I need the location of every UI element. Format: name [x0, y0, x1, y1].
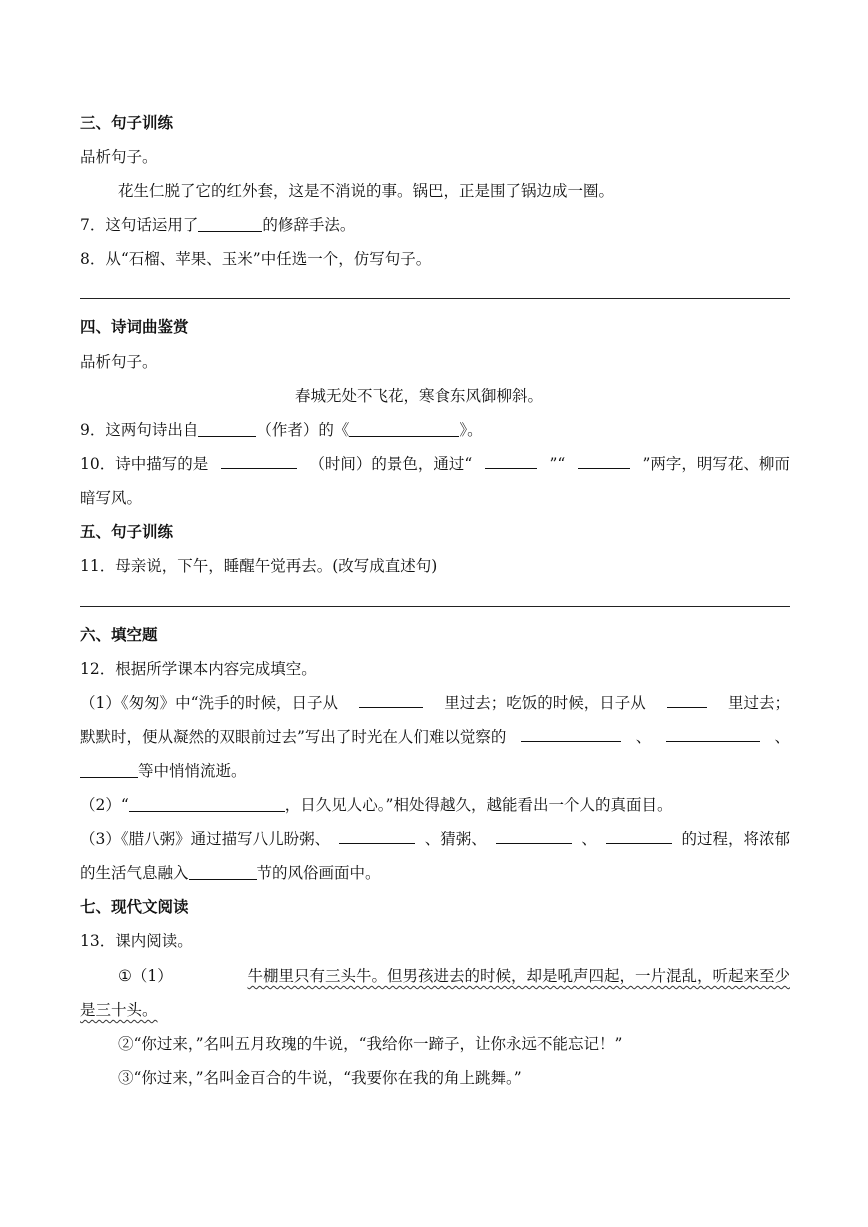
part-3-text: 的过程，将浓郁 — [681, 830, 790, 848]
underlined-sentence: 牛棚里只有三头牛。但男孩进去的时候，却是吼声四起，一片混乱，听起来至少 — [247, 967, 790, 985]
question-12-part-3 — [80, 828, 790, 850]
part-1-text: 默默时，便从凝然的双眼前过去”写出了时光在人们难以觉察的 — [80, 728, 507, 746]
question-9-text: 》。 — [459, 421, 483, 439]
answer-blank[interactable] — [496, 828, 572, 844]
part-3-text: 的生活气息融入 — [80, 864, 189, 882]
question-12-part-1 — [80, 692, 790, 714]
answer-blank[interactable] — [198, 216, 262, 232]
answer-blank[interactable] — [349, 421, 459, 437]
part-3-text: 节的风俗画面中。 — [256, 864, 381, 882]
reading-paragraph-2: ②“你过来，”名叫五月玫瑰的牛说，“我给你一蹄子，让你永远不能忘记！” — [118, 1035, 623, 1053]
question-9 — [80, 419, 483, 441]
part-1-text: 、 — [635, 728, 652, 746]
answer-line[interactable] — [80, 298, 790, 299]
part-3-text: 、猜粥、 — [424, 830, 487, 848]
paragraph-marker: ①（1） — [118, 967, 173, 985]
answer-blank[interactable] — [578, 453, 630, 469]
part-3-text: （3）《腊八粥》通过描写八儿盼粥、 — [80, 830, 331, 848]
answer-blank[interactable] — [189, 864, 257, 880]
question-10-text: ”两字，明写花、柳而 — [642, 455, 790, 473]
question-12: 12．根据所学课本内容完成填空。 — [80, 660, 317, 678]
reading-paragraph-1 — [118, 965, 790, 987]
part-1-text: 、 — [774, 728, 790, 746]
answer-blank[interactable] — [129, 796, 285, 812]
question-7 — [80, 214, 355, 236]
answer-blank[interactable] — [667, 692, 707, 708]
answer-blank[interactable] — [359, 692, 423, 708]
section-heading-5: 五、句子训练 — [80, 523, 174, 541]
question-12-part-1-continued — [80, 726, 790, 748]
question-10-text: 10．诗中描写的是 — [80, 455, 209, 473]
part-3-text: 、 — [581, 830, 597, 848]
question-11: 11．母亲说，下午，睡醒午觉再去。(改写成直述句) — [80, 557, 438, 575]
part-1-text: （1）《匆匆》中“洗手的时候，日子从 — [80, 694, 339, 712]
question-7-text: 7．这句话运用了 — [80, 216, 199, 234]
answer-blank[interactable] — [606, 828, 672, 844]
question-8: 8．从“石榴、苹果、玉米”中任选一个，仿写句子。 — [80, 250, 432, 268]
question-10-text: （时间）的景色，通过“ — [309, 455, 473, 473]
question-10 — [80, 453, 790, 475]
section-heading-4: 四、诗词曲鉴赏 — [80, 318, 189, 336]
question-9-text: （作者）的《 — [256, 421, 350, 439]
section-heading-3: 三、句子训练 — [80, 114, 174, 132]
answer-blank[interactable] — [80, 762, 138, 778]
section-heading-6: 六、填空题 — [80, 626, 158, 644]
section-heading-7: 七、现代文阅读 — [80, 898, 189, 916]
answer-blank[interactable] — [221, 453, 297, 469]
answer-blank[interactable] — [521, 726, 621, 742]
section-3-prompt: 品析句子。 — [80, 148, 158, 166]
answer-line[interactable] — [80, 606, 790, 607]
answer-blank[interactable] — [485, 453, 537, 469]
question-12-part-1-end — [80, 760, 247, 782]
question-10-text: ”“ — [549, 455, 566, 473]
answer-blank[interactable] — [666, 726, 760, 742]
part-1-text: 里过去；吃饭的时候，日子从 — [444, 694, 646, 712]
question-13: 13．课内阅读。 — [80, 932, 193, 950]
part-2-text: （2）“ — [80, 796, 129, 814]
question-7-text: 的修辞手法。 — [262, 216, 356, 234]
part-2-text: ，日久见人心。”相处得越久，越能看出一个人的真面目。 — [284, 796, 673, 814]
answer-blank[interactable] — [339, 828, 415, 844]
reading-paragraph-3: ③“你过来，”名叫金百合的牛说，“我要你在我的角上跳舞。” — [118, 1069, 522, 1087]
question-12-part-3-continued — [80, 862, 381, 884]
part-1-text: 等中悄悄流逝。 — [138, 762, 247, 780]
part-1-text: 里过去； — [727, 694, 790, 712]
question-12-part-2 — [80, 794, 672, 816]
reading-paragraph-1-continued — [80, 999, 158, 1021]
poem-line: 春城无处不飞花，寒食东风御柳斜。 — [295, 387, 544, 405]
question-9-text: 9．这两句诗出自 — [80, 421, 199, 439]
question-10-continued: 暗写风。 — [80, 489, 143, 507]
answer-blank[interactable] — [198, 421, 256, 437]
underlined-sentence: 是三十头。 — [80, 1001, 158, 1019]
quoted-sentence: 花生仁脱了它的红外套，这是不消说的事。锅巴，正是围了锅边成一圈。 — [118, 182, 615, 200]
section-4-prompt: 品析句子。 — [80, 353, 158, 371]
